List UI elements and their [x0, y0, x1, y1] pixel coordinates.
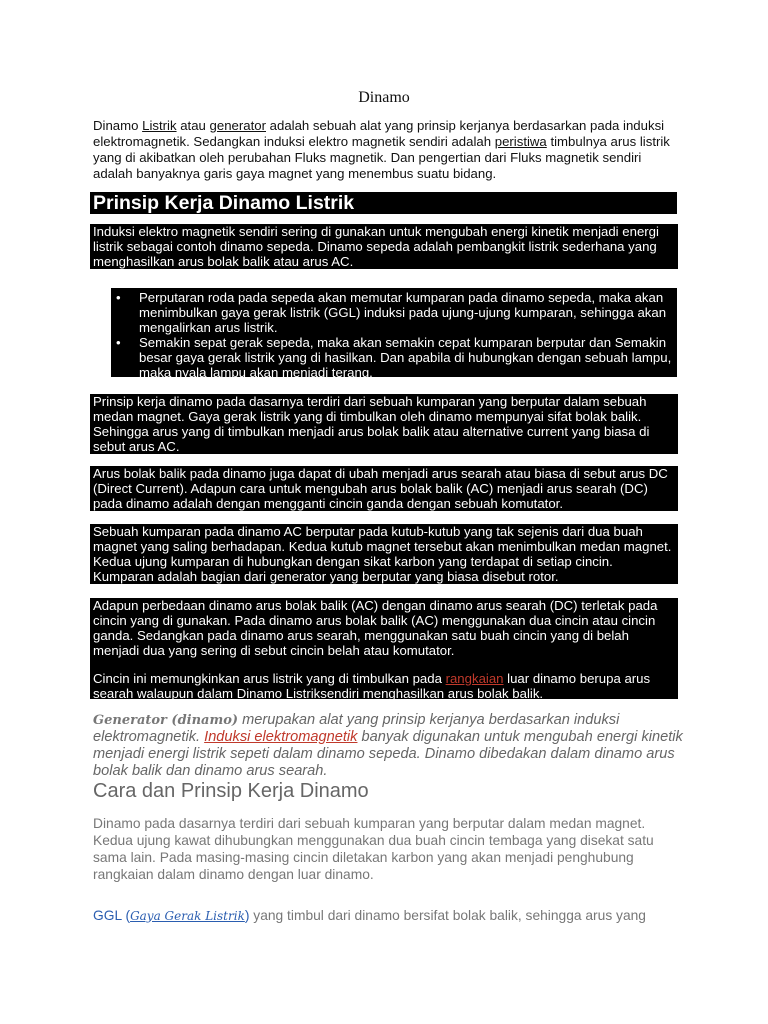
- list-item-text: Semakin sepat gerak sepeda, maka akan semakin cepat kumparan berputar dan Semakin besar gaya gerak listrik yang di hasilkan. Dan apabila di hubungkan dengan sebuah lampu, maka nyala lampu akan menjadi terang.: [139, 335, 672, 380]
- paragraph-perbedaan-text: Adapun perbedaan dinamo arus bolak balik (AC) dengan dinamo arus searah (DC) terletak pada cincin yang di gunakan. Pada dinamo arus bolak balik (AC) menggunakan dua cincin atau cincin ganda. Sedangkan pada dinamo arus searah, menggunakan satu buah cincin yang di belah menjadi dua yang sering di sebut cincin belah atau komutator.: [93, 598, 658, 658]
- paragraph-cincin-text: Cincin ini memungkinkan arus listrik yang di timbulkan pada: [93, 671, 446, 686]
- link-gaya-gerak-listrik[interactable]: Gaya Gerak Listrik: [130, 909, 245, 923]
- link-peristiwa[interactable]: peristiwa: [494, 134, 547, 149]
- link-rangkaian[interactable]: rangkaian: [445, 671, 504, 686]
- paragraph-ggl: [93, 907, 713, 925]
- bullet-icon: •: [116, 290, 121, 305]
- generator-term: Generator (dinamo): [93, 713, 239, 728]
- intro-text: timbulnya arus listrik yang di akibatkan oleh perubahan Fluks magnetik. Dan pengertian dari Fluks magnetik sendiri adalah banyaknya garis gaya magnet yang menembus suatu bidang.: [93, 134, 670, 181]
- paragraph-induksi: Induksi elektro magnetik sendiri sering di gunakan untuk mengubah energi kinetik menjadi energi listrik sebagai contoh dinamo sepeda. Dinamo sepeda adalah pembangkit listrik sederhana yang menghasilkan arus bolak balik atau arus AC.: [90, 224, 678, 269]
- list-item: [111, 335, 677, 380]
- paragraph-cincin: [93, 671, 675, 701]
- generator-paragraph: [93, 712, 683, 780]
- paragraph-cara-kerja: Dinamo pada dasarnya terdiri dari sebuah kumparan yang berputar dalam medan magnet. Kedua ujung kawat dihubungkan menggunakan dua buah cincin tembaga yang disekat satu sama lain. Pada masing-masing cincin diletakan karbon yang akan menjadi penghubung rangkaian dalam dinamo dengan luar dinamo.: [93, 816, 654, 882]
- paragraph-prinsip: Prinsip kerja dinamo pada dasarnya terdiri dari sebuah kumparan yang berputar dalam sebuah medan magnet. Gaya gerak listrik yang di timbulkan oleh dinamo mempunyai sifat bolak balik. Sehingga arus yang di timbulkan menjadi arus bolak balik atau alternative current yang biasa di sebut arus AC.: [90, 394, 678, 454]
- list-item: [111, 290, 677, 335]
- intro-paragraph: [93, 118, 683, 182]
- intro-text: adalah sebuah alat yang prinsip kerjanya berdasarkan pada induksi elektromagnetik. Sedangkan induksi elektro magnetik sendiri adalah: [93, 118, 665, 149]
- ggl-text: yang timbul dari dinamo bersifat bolak balik, sehingga arus yang: [249, 908, 646, 923]
- paragraph-cincin-text: luar dinamo berupa arus searah walaupun dalam Dinamo Listriksendiri menghasilkan arus bolak balik.: [93, 671, 651, 701]
- bullet-list: [111, 288, 677, 380]
- paragraph-arus-searah: Arus bolak balik pada dinamo juga dapat di ubah menjadi arus searah atau biasa di sebut arus DC (Direct Current). Adapun cara untuk mengubah arus bolak balik (AC) menjadi arus searah (DC) pada dinamo adalah dengan mengganti cincin ganda dengan sebuah komutator.: [90, 466, 678, 511]
- generator-text: merupakan alat yang prinsip kerjanya berdasarkan induksi elektromagnetik.: [93, 712, 620, 745]
- link-generator[interactable]: generator: [209, 118, 266, 133]
- list-item-text: Perputaran roda pada sepeda akan memutar kumparan pada dinamo sepeda, maka akan menimbulkan gaya gerak listrik (GGL) induksi pada ujung-ujung kumparan, sehingga akan mengalirkan arus listrik.: [139, 290, 667, 335]
- paragraph-kumparan: Sebuah kumparan pada dinamo AC berputar pada kutub-kutub yang tak sejenis dari dua buah magnet yang saling berhadapan. Kedua kutub magnet tersebut akan menimbulkan medan magnet. Kedua ujung kumparan di hubungkan dengan sikat karbon yang terdapat di setiap cincin. Kumparan adalah bagian dari generator yang berputar yang biasa disebut rotor.: [90, 524, 678, 584]
- section-heading-2: Cara dan Prinsip Kerja Dinamo: [93, 780, 369, 802]
- paragraph-perbedaan: [90, 598, 678, 699]
- intro-text: Dinamo: [93, 118, 143, 133]
- link-listrik[interactable]: Listrik: [142, 118, 177, 133]
- ggl-text: GGL (: [93, 908, 131, 923]
- document-title: Dinamo: [358, 89, 410, 106]
- bullet-icon: •: [116, 335, 121, 350]
- intro-text: atau: [176, 118, 210, 133]
- generator-text: banyak digunakan untuk mengubah energi kinetik menjadi energi listrik sepeti dalam dinamo sepeda. Dinamo dibedakan dalam dinamo arus bolak balik dan dinamo arus searah.: [93, 729, 683, 779]
- ggl-text: ): [244, 908, 250, 923]
- section-heading: Prinsip Kerja Dinamo Listrik: [90, 192, 677, 214]
- link-induksi-elektromagnetik[interactable]: Induksi elektromagnetik: [204, 729, 358, 745]
